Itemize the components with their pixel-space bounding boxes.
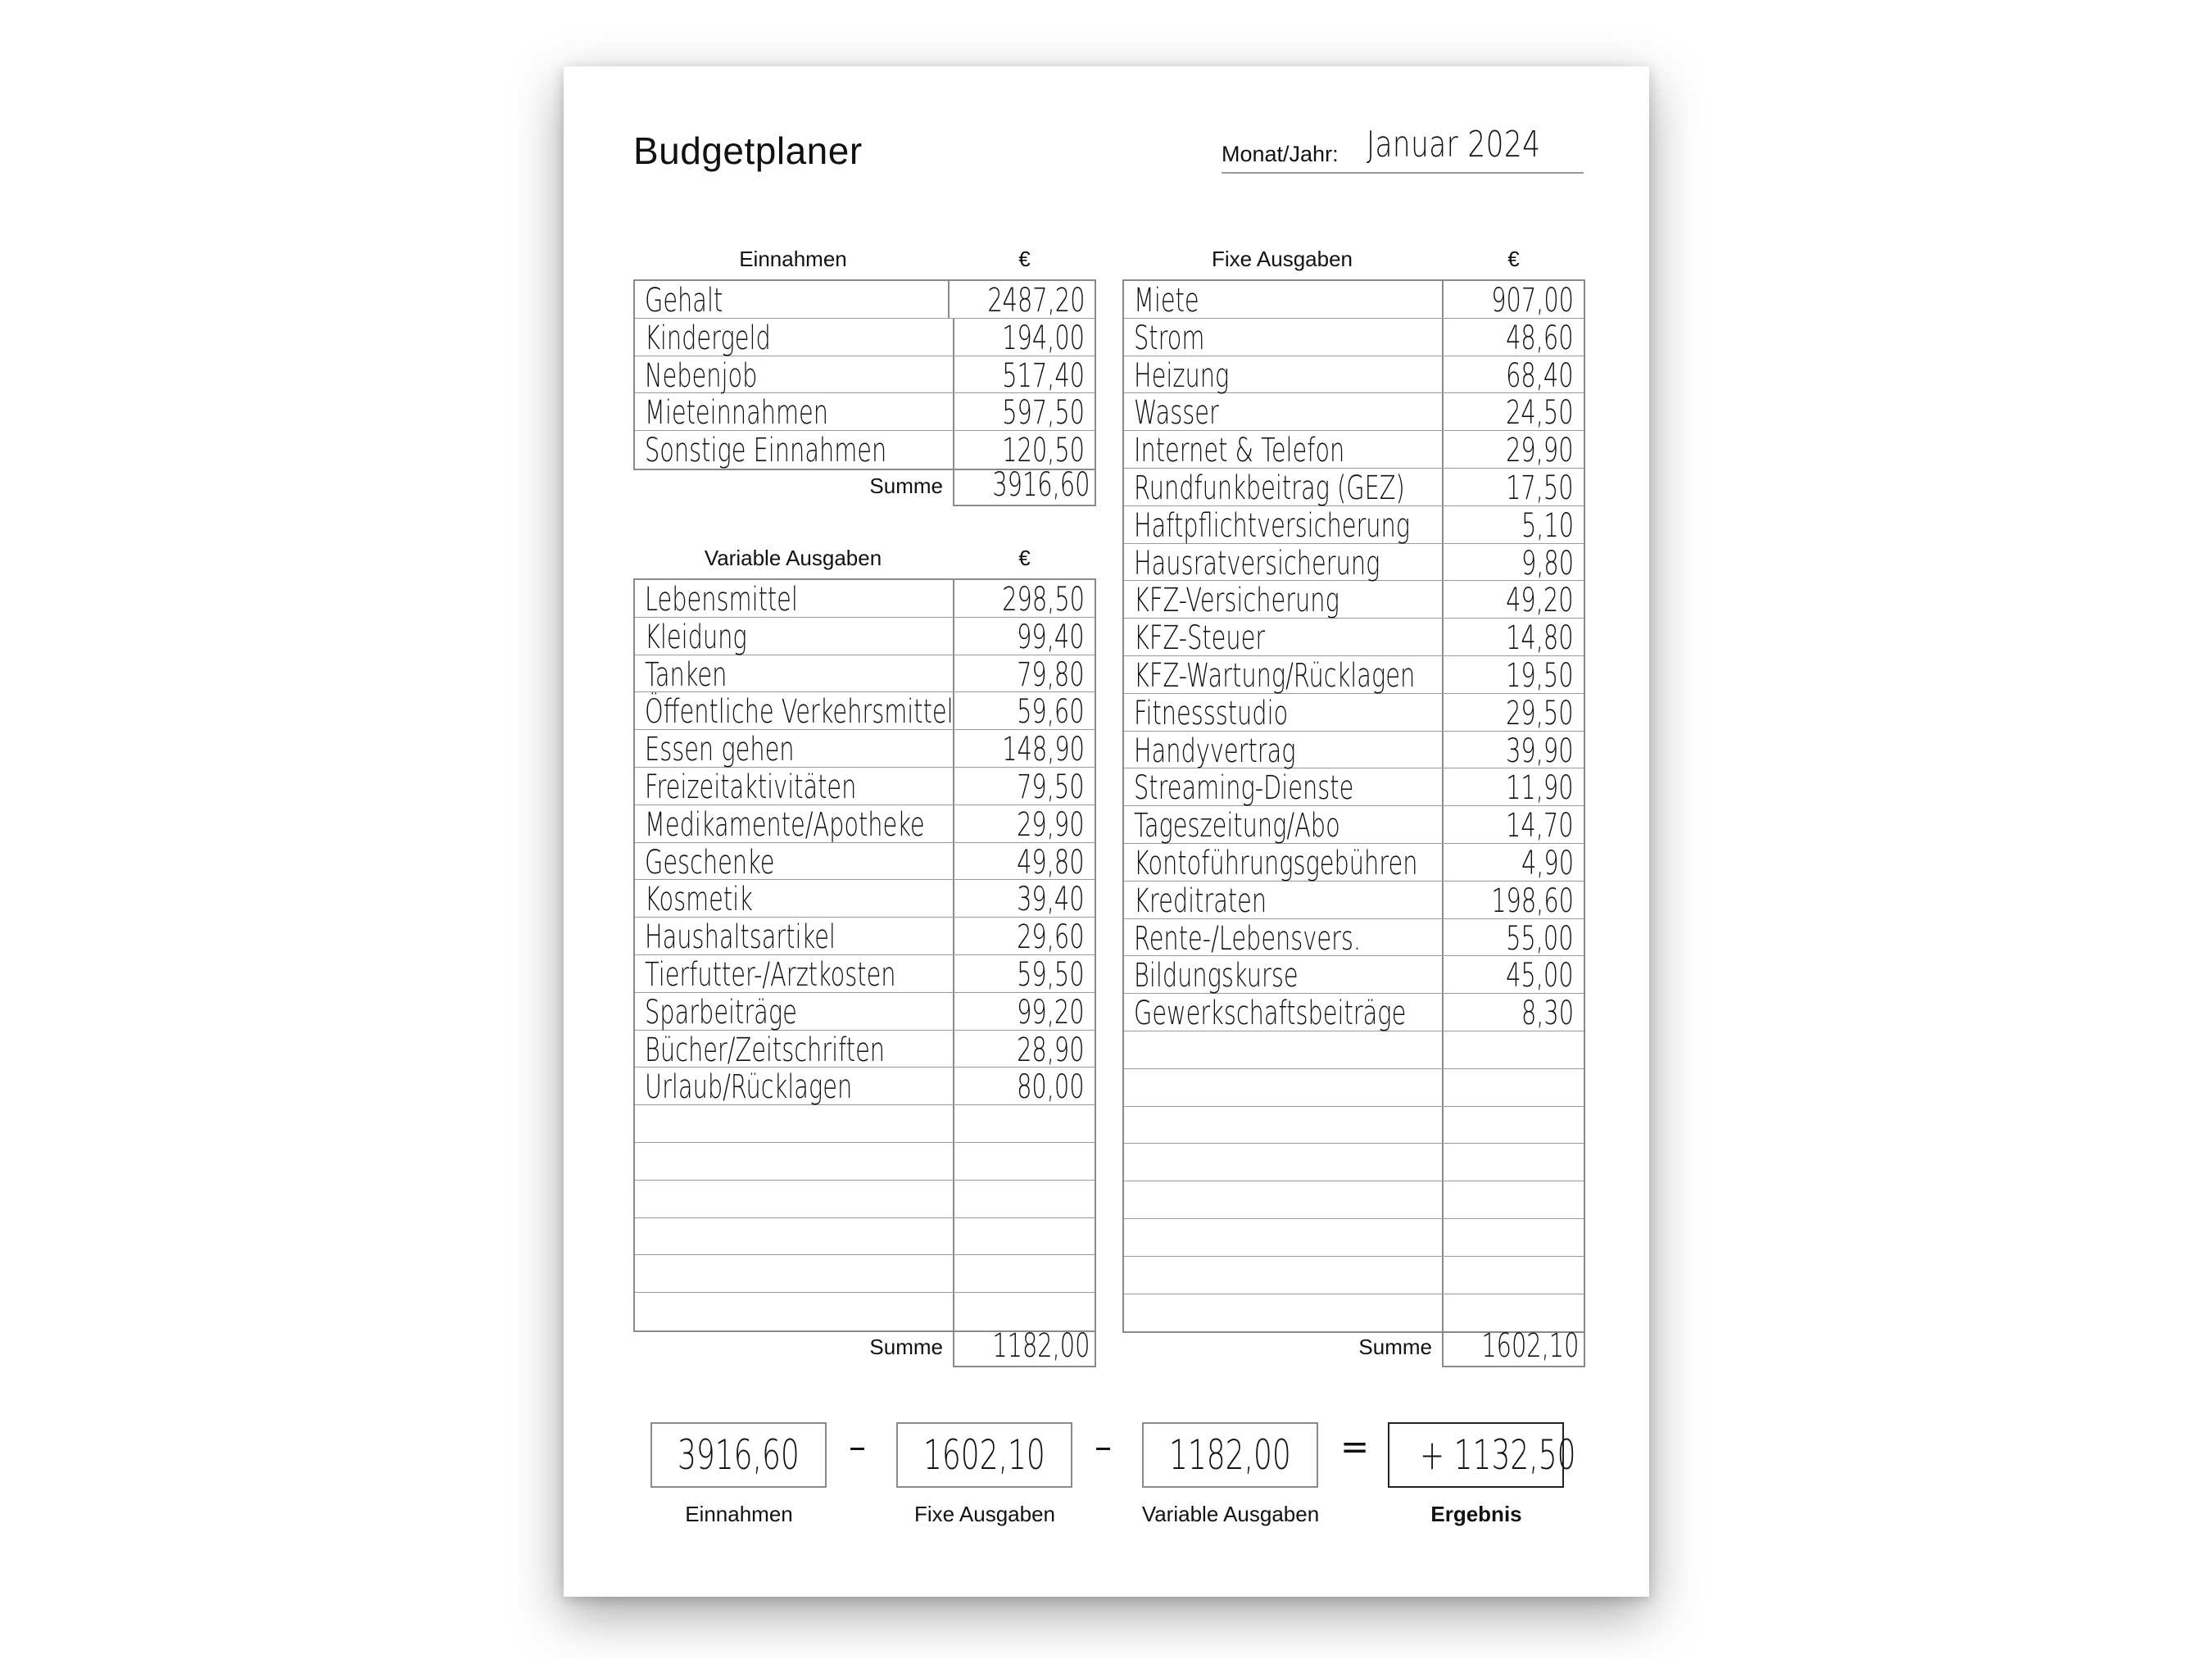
row-value [1444, 1219, 1584, 1256]
row-value: 14,70 [1506, 807, 1574, 845]
table-row [635, 618, 1095, 655]
row-label: Tierfutter-/Arztkosten [635, 955, 954, 992]
row-value: 99,20 [1017, 993, 1085, 1031]
row-label: Strom [1124, 319, 1444, 356]
month-value: Januar 2024 [1367, 124, 1541, 165]
table-row [1124, 1257, 1584, 1294]
row-value: 28,90 [1017, 1031, 1085, 1069]
row-value: 194,00 [1002, 319, 1085, 357]
row-label [1124, 1031, 1444, 1068]
row-label: KFZ-Versicherung [1124, 581, 1444, 618]
row-value [954, 1218, 1095, 1255]
row-label: Öffentliche Verkehrsmittel [635, 692, 954, 729]
row-value: 120,50 [1002, 432, 1085, 470]
row-label [635, 1218, 954, 1255]
row-value: 49,20 [1506, 582, 1574, 620]
row-value: 298,50 [1002, 581, 1085, 619]
row-value [1444, 1144, 1584, 1181]
table-row [1124, 919, 1584, 957]
variable-currency: € [1018, 546, 1031, 570]
row-label: Mieteinnahmen [635, 393, 954, 430]
row-label: Geschenke [635, 843, 954, 880]
fixed-sum-label: Summe [1358, 1335, 1432, 1359]
row-label: KFZ-Wartung/Rücklagen [1124, 656, 1444, 693]
row-value [1444, 1257, 1584, 1294]
table-row [1124, 356, 1584, 394]
row-value: 68,40 [1506, 356, 1574, 395]
row-value [954, 1181, 1095, 1217]
table-row [1124, 1181, 1584, 1219]
table-row [1124, 619, 1584, 656]
fixed-header: Fixe Ausgaben [1211, 247, 1353, 271]
table-row [635, 356, 1095, 394]
row-label: Kindergeld [635, 319, 954, 356]
table-row [635, 1293, 1095, 1330]
equals-sign: = [1340, 1426, 1370, 1466]
table-row [1124, 806, 1584, 844]
row-value [954, 1105, 1095, 1142]
row-label: Bücher/Zeitschriften [635, 1031, 954, 1067]
income-header: Einnahmen [739, 247, 847, 271]
row-label: Lebensmittel [635, 580, 954, 617]
row-label: Haftpflichtversicherung [1124, 506, 1444, 543]
table-row [1124, 319, 1584, 356]
table-row [1124, 1107, 1584, 1145]
row-value: 99,40 [1017, 618, 1085, 656]
row-value: 14,80 [1506, 619, 1574, 658]
table-row [635, 880, 1095, 918]
row-value: 198,60 [1491, 882, 1574, 920]
row-value [954, 1293, 1095, 1330]
row-label: Kreditraten [1124, 882, 1444, 918]
row-value [1444, 1069, 1584, 1106]
table-row [1124, 768, 1584, 806]
row-value: 29,90 [1017, 805, 1085, 844]
row-value: 4,90 [1521, 844, 1574, 882]
calc-fixed-label: Fixe Ausgaben [913, 1502, 1055, 1526]
variable-sum-value: 1182,00 [953, 1328, 1096, 1367]
row-label: Rente-/Lebensvers. [1124, 919, 1444, 956]
table-row [635, 281, 1095, 319]
row-label: Haushaltsartikel [635, 918, 954, 954]
table-row [1124, 506, 1584, 544]
table-row [635, 730, 1095, 768]
table-row [1124, 656, 1584, 694]
row-label: KFZ-Steuer [1124, 619, 1444, 655]
table-row [635, 843, 1095, 881]
row-value: 45,00 [1506, 957, 1574, 995]
row-label: Kontoführungsgebühren [1124, 844, 1444, 881]
row-label: Sparbeiträge [635, 993, 954, 1030]
table-row [635, 1105, 1095, 1143]
row-label: Nebenjob [635, 356, 954, 393]
row-label: Bildungskurse [1124, 956, 1444, 993]
calc-variable-box: 1182,00 [1142, 1422, 1318, 1488]
row-label: Gehalt [635, 281, 950, 318]
budget-sheet [564, 66, 1649, 1597]
table-row [635, 655, 1095, 693]
fixed-grid [1122, 279, 1585, 1333]
table-row [1124, 694, 1584, 732]
variable-sum-label: Summe [869, 1335, 943, 1359]
income-currency: € [1018, 247, 1031, 271]
row-label: Wasser [1124, 393, 1444, 430]
row-value: 5,10 [1521, 506, 1574, 545]
row-value: 39,90 [1506, 732, 1574, 770]
row-label [635, 1105, 954, 1142]
page-title: Budgetplaner [633, 129, 863, 172]
table-row [635, 1143, 1095, 1181]
row-value: 29,50 [1506, 694, 1574, 732]
row-value [954, 1255, 1095, 1292]
row-label: Streaming-Dienste [1124, 768, 1444, 805]
table-row [635, 955, 1095, 993]
table-row [635, 1067, 1095, 1105]
row-value: 48,60 [1506, 319, 1574, 357]
row-label [1124, 1219, 1444, 1256]
row-label: Fitnessstudio [1124, 694, 1444, 731]
row-value: 907,00 [1491, 282, 1574, 320]
table-row [1124, 956, 1584, 994]
row-label [635, 1255, 954, 1292]
row-label [1124, 1144, 1444, 1181]
table-row [1124, 844, 1584, 882]
calc-variable-label: Variable Ausgaben [1141, 1502, 1320, 1526]
row-label: Kleidung [635, 618, 954, 655]
table-row [635, 393, 1095, 431]
minus-sign-1: – [849, 1426, 866, 1466]
minus-sign-2: – [1095, 1426, 1112, 1466]
row-label [1124, 1069, 1444, 1106]
table-row [635, 319, 1095, 356]
row-label: Medikamente/Apotheke [635, 805, 954, 842]
row-value: 59,60 [1017, 693, 1085, 732]
table-row [635, 1218, 1095, 1256]
row-value [1444, 1294, 1584, 1332]
table-row [1124, 1144, 1584, 1181]
table-row [635, 1031, 1095, 1068]
table-row [635, 431, 1095, 469]
row-value: 148,90 [1002, 731, 1085, 769]
table-row [635, 1181, 1095, 1218]
row-value: 17,50 [1506, 469, 1574, 507]
table-row [1124, 1031, 1584, 1069]
table-row [1124, 732, 1584, 769]
row-value: 80,00 [1017, 1068, 1085, 1107]
row-value: 55,00 [1506, 919, 1574, 958]
income-grid [633, 279, 1096, 470]
row-label: Freizeitaktivitäten [635, 768, 954, 805]
row-label: Urlaub/Rücklagen [635, 1067, 954, 1104]
row-value: 11,90 [1506, 769, 1574, 808]
table-row [1124, 1294, 1584, 1332]
calc-income-box: 3916,60 [650, 1422, 827, 1488]
row-label [1124, 1294, 1444, 1332]
table-row [1124, 1069, 1584, 1107]
row-value: 79,80 [1017, 655, 1085, 694]
variable-grid [633, 578, 1096, 1332]
row-value: 39,40 [1017, 881, 1085, 919]
row-label: Handyvertrag [1124, 732, 1444, 768]
table-row [635, 692, 1095, 730]
table-row [1124, 281, 1584, 319]
row-value [1444, 1181, 1584, 1218]
row-label: Rundfunkbeitrag (GEZ) [1124, 469, 1444, 505]
table-row [635, 1255, 1095, 1293]
row-value [1444, 1031, 1584, 1068]
row-label [635, 1181, 954, 1217]
table-row [635, 993, 1095, 1031]
table-row [1124, 882, 1584, 919]
calc-fixed-box: 1602,10 [896, 1422, 1072, 1488]
row-value: 19,50 [1506, 656, 1574, 695]
row-value: 597,50 [1002, 394, 1085, 433]
row-value: 59,50 [1017, 955, 1085, 994]
row-label [1124, 1257, 1444, 1294]
row-value: 29,60 [1017, 918, 1085, 957]
row-value: 24,50 [1506, 394, 1574, 433]
row-label: Tageszeitung/Abo [1124, 806, 1444, 843]
row-value: 9,80 [1521, 544, 1574, 582]
table-row [1124, 544, 1584, 582]
row-label: Internet & Telefon [1124, 431, 1444, 468]
row-value: 49,80 [1017, 843, 1085, 882]
table-row [1124, 994, 1584, 1031]
row-label [635, 1293, 954, 1330]
row-label: Sonstige Einnahmen [635, 431, 954, 469]
row-value: 2487,20 [986, 282, 1085, 320]
row-label [1124, 1181, 1444, 1218]
month-underline [1222, 172, 1584, 174]
row-value [954, 1143, 1095, 1180]
fixed-sum-value: 1602,10 [1442, 1328, 1585, 1367]
table-row [635, 580, 1095, 618]
calc-income-label: Einnahmen [685, 1502, 793, 1526]
row-label: Miete [1124, 281, 1444, 318]
row-label: Hausratversicherung [1124, 544, 1444, 581]
row-label: Gewerkschaftsbeiträge [1124, 994, 1444, 1031]
month-label: Monat/Jahr: [1222, 142, 1339, 166]
variable-header: Variable Ausgaben [704, 546, 882, 570]
row-label [635, 1143, 954, 1180]
income-sum-value: 3916,60 [953, 467, 1096, 506]
income-sum-label: Summe [869, 474, 943, 498]
table-row [1124, 1219, 1584, 1257]
row-label: Heizung [1124, 356, 1444, 393]
calc-result-label: Ergebnis [1430, 1502, 1522, 1526]
row-label: Essen gehen [635, 730, 954, 767]
table-row [1124, 581, 1584, 619]
table-row [635, 918, 1095, 955]
row-value: 79,50 [1017, 768, 1085, 806]
row-value: 29,90 [1506, 432, 1574, 470]
row-label: Kosmetik [635, 880, 954, 917]
fixed-currency: € [1507, 247, 1520, 271]
row-value [1444, 1107, 1584, 1144]
row-value: 8,30 [1521, 995, 1574, 1033]
row-label: Tanken [635, 655, 954, 692]
table-row [635, 805, 1095, 843]
table-row [635, 768, 1095, 805]
table-row [1124, 431, 1584, 469]
row-value: 517,40 [1002, 356, 1085, 395]
row-label [1124, 1107, 1444, 1144]
table-row [1124, 393, 1584, 431]
calc-result-box: + 1132,50 [1388, 1422, 1564, 1488]
table-row [1124, 469, 1584, 506]
